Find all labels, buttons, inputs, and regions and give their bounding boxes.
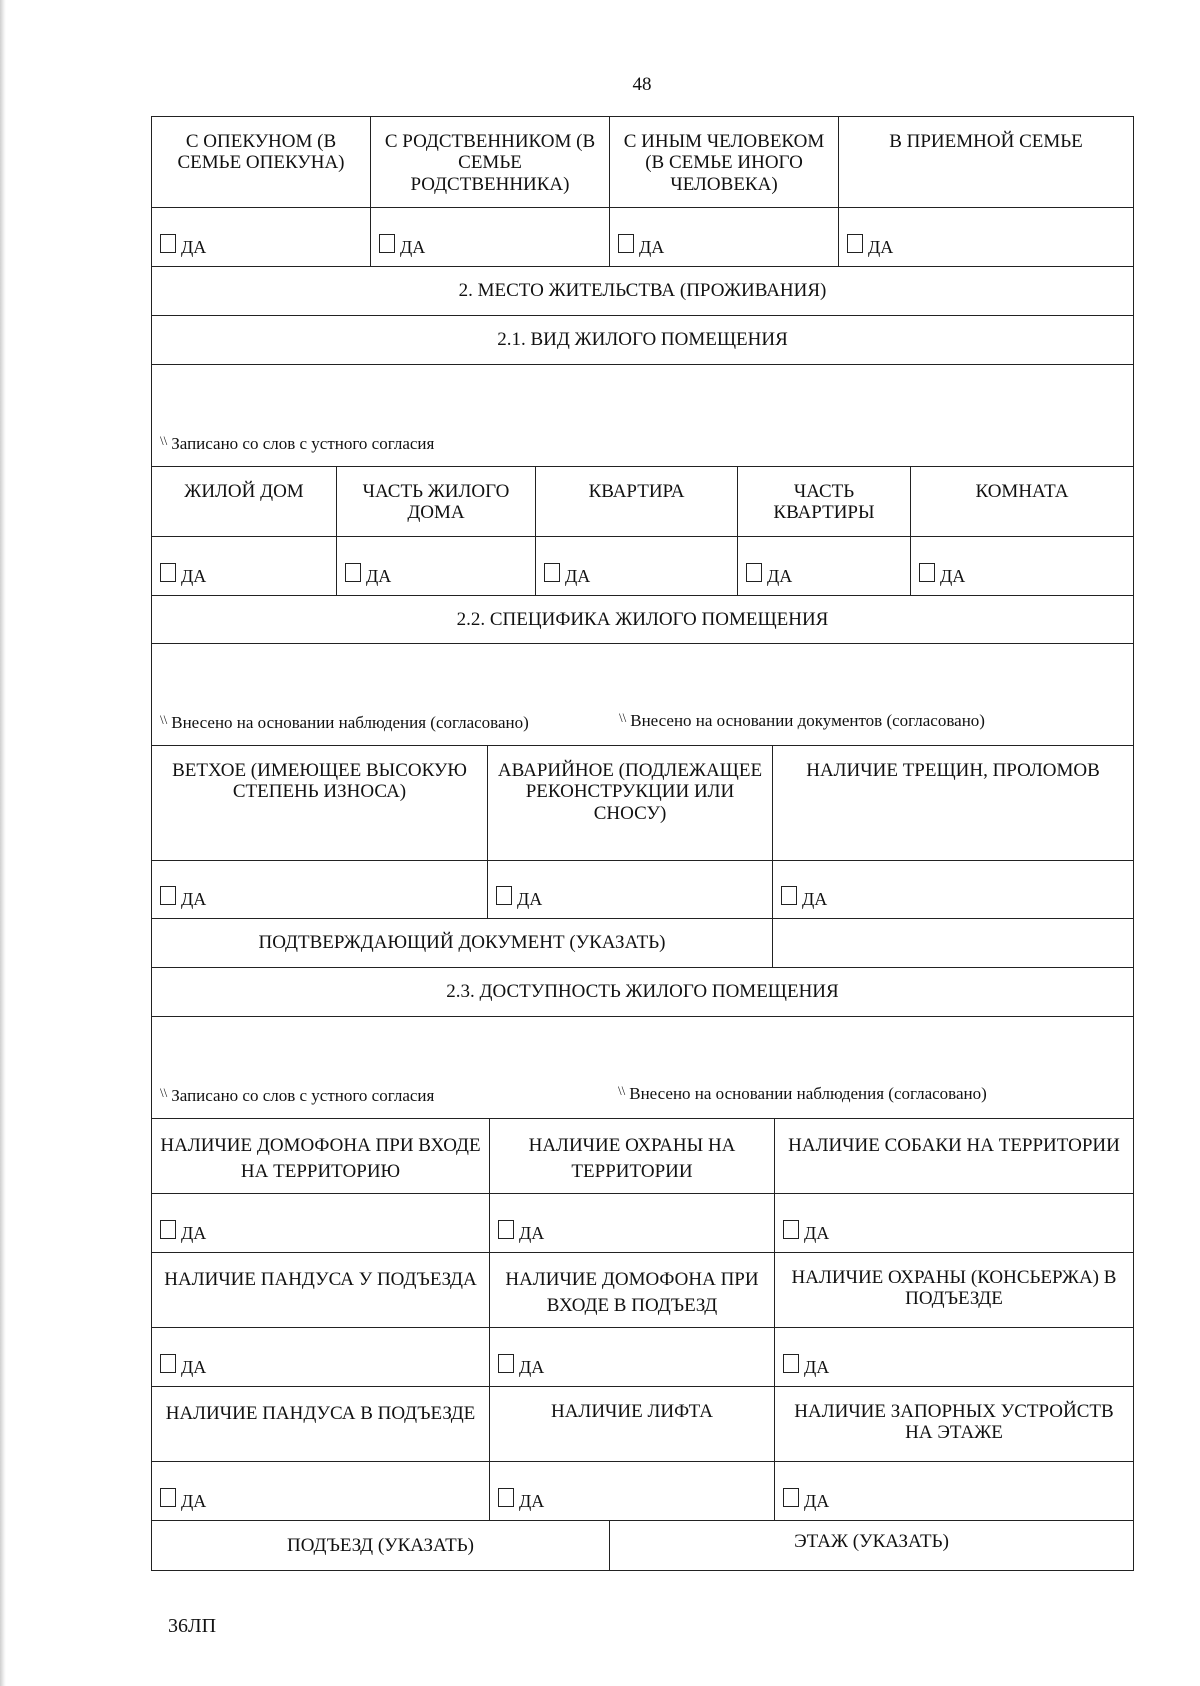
yes-label: ДА bbox=[181, 1356, 207, 1377]
intercom-territory-check[interactable] bbox=[152, 1194, 490, 1252]
checkbox[interactable] bbox=[919, 563, 935, 582]
note-mark: \\ bbox=[618, 1083, 626, 1098]
checkbox[interactable] bbox=[618, 234, 634, 253]
yes-label: ДА bbox=[767, 565, 793, 586]
guardian-option-3[interactable] bbox=[610, 208, 839, 266]
consent-note-text: Записано со слов с устного согласия bbox=[171, 434, 435, 453]
access-row-2 bbox=[151, 1253, 1134, 1328]
guardian-option-4[interactable] bbox=[839, 208, 1133, 266]
dwelling-house-part: ЧАСТЬ ЖИЛОГО ДОМА bbox=[337, 467, 536, 536]
footer-code: 36ЛП bbox=[168, 1615, 217, 1637]
yes-label: ДА bbox=[181, 1490, 207, 1511]
checkbox[interactable] bbox=[783, 1220, 799, 1239]
yes-label: ДА bbox=[181, 888, 207, 909]
checkbox[interactable] bbox=[160, 563, 176, 582]
checkbox[interactable] bbox=[498, 1354, 514, 1373]
checkbox[interactable] bbox=[496, 886, 512, 905]
intercom-territory: НАЛИЧИЕ ДОМОФОНА ПРИ ВХОДЕ НА ТЕРРИТОРИЮ bbox=[152, 1119, 490, 1193]
dwelling-checkbox-row bbox=[151, 537, 1134, 596]
dwelling-apartment: КВАРТИРА bbox=[536, 467, 738, 536]
checkbox[interactable] bbox=[781, 886, 797, 905]
consent-note-text: Записано со слов с устного согласия bbox=[171, 1086, 435, 1105]
section-2-1-row bbox=[151, 316, 1134, 365]
concierge-entrance: НАЛИЧИЕ ОХРАНЫ (КОНСЬЕРЖА) В ПОДЪЕЗДЕ bbox=[791, 1267, 1117, 1310]
checkbox[interactable] bbox=[345, 563, 361, 582]
concierge-entrance-check[interactable] bbox=[775, 1328, 1133, 1386]
checkbox[interactable] bbox=[160, 1488, 176, 1507]
ramp-entrance-check[interactable] bbox=[152, 1328, 490, 1386]
dwelling-apartment-check[interactable] bbox=[536, 537, 738, 595]
dwelling-house-check[interactable] bbox=[152, 537, 337, 595]
observation-note-text: Внесено на основании наблюдения (согласовано) bbox=[171, 713, 529, 732]
ramp-inside-check[interactable] bbox=[152, 1462, 490, 1520]
documents-note-text: Внесено на основании документов (согласовано) bbox=[630, 711, 985, 730]
section-2-2-row bbox=[151, 596, 1134, 644]
observation-note bbox=[160, 713, 529, 733]
access-row-2-checks bbox=[151, 1328, 1134, 1387]
floor-locks-check[interactable] bbox=[775, 1462, 1133, 1520]
condition-dilapidated: ВЕТХОЕ (ИМЕЮЩЕЕ ВЫСОКУЮ СТЕПЕНЬ ИЗНОСА) bbox=[152, 746, 488, 860]
dog-territory-check[interactable] bbox=[775, 1194, 1133, 1252]
dwelling-apartment-part: ЧАСТЬ КВАРТИРЫ bbox=[738, 467, 911, 536]
scan-edge bbox=[0, 0, 6, 1686]
yes-label: ДА bbox=[804, 1222, 830, 1243]
page-number: 48 bbox=[632, 74, 652, 95]
section-2-3-note-area bbox=[152, 1017, 1133, 1118]
access-row-3-checks bbox=[151, 1462, 1134, 1521]
checkbox[interactable] bbox=[544, 563, 560, 582]
documents-note bbox=[619, 711, 985, 731]
dwelling-house: ЖИЛОЙ ДОМ bbox=[152, 467, 337, 536]
section-2-3-title: 2.3. ДОСТУПНОСТЬ ЖИЛОГО ПОМЕЩЕНИЯ bbox=[446, 981, 839, 1003]
checkbox[interactable] bbox=[746, 563, 762, 582]
observation-note-text: Внесено на основании наблюдения (согласовано) bbox=[629, 1084, 987, 1103]
access-row-1 bbox=[151, 1119, 1134, 1194]
section-2-2-note-row bbox=[151, 644, 1134, 746]
yes-label: ДА bbox=[639, 236, 665, 257]
checkbox[interactable] bbox=[160, 1354, 176, 1373]
checkbox[interactable] bbox=[498, 1220, 514, 1239]
note-mark: \\ bbox=[160, 1085, 168, 1100]
guardian-col-3: С ИНЫМ ЧЕЛОВЕКОМ (В СЕМЬЕ ИНОГО ЧЕЛОВЕКА) bbox=[610, 117, 839, 207]
yes-label: ДА bbox=[804, 1490, 830, 1511]
intercom-entrance: НАЛИЧИЕ ДОМОФОНА ПРИ ВХОДЕ В ПОДЪЕЗД bbox=[490, 1253, 775, 1327]
condition-row bbox=[151, 746, 1134, 861]
guardian-col-4: В ПРИЕМНОЙ СЕМЬЕ bbox=[889, 131, 1083, 152]
section-2-1-title: 2.1. ВИД ЖИЛОГО ПОМЕЩЕНИЯ bbox=[497, 329, 788, 351]
section-2-title: 2. МЕСТО ЖИТЕЛЬСТВА (ПРОЖИВАНИЯ) bbox=[458, 280, 827, 302]
yes-label: ДА bbox=[802, 888, 828, 909]
entrance-floor-row bbox=[151, 1521, 1134, 1571]
yes-label: ДА bbox=[804, 1356, 830, 1377]
section-2-1-note-area bbox=[152, 365, 1133, 466]
guardian-col-1: С ОПЕКУНОМ (В СЕМЬЕ ОПЕКУНА) bbox=[152, 117, 371, 207]
ramp-entrance: НАЛИЧИЕ ПАНДУСА У ПОДЪЕЗДА bbox=[152, 1253, 490, 1327]
dwelling-house-part-check[interactable] bbox=[337, 537, 536, 595]
elevator: НАЛИЧИЕ ЛИФТА bbox=[490, 1387, 775, 1461]
section-2-2-note-area bbox=[152, 644, 1133, 745]
checkbox[interactable] bbox=[379, 234, 395, 253]
dwelling-room-check[interactable] bbox=[911, 537, 1133, 595]
yes-label: ДА bbox=[940, 565, 966, 586]
guardian-checkbox-row bbox=[151, 208, 1134, 267]
section-2-2-title: 2.2. СПЕЦИФИКА ЖИЛОГО ПОМЕЩЕНИЯ bbox=[456, 608, 829, 630]
dwelling-apartment-part-check[interactable] bbox=[738, 537, 911, 595]
checkbox[interactable] bbox=[160, 886, 176, 905]
yes-label: ДА bbox=[565, 565, 591, 586]
note-mark: \\ bbox=[160, 712, 168, 727]
access-row-3 bbox=[151, 1387, 1134, 1462]
entrance-label: ПОДЪЕЗД (УКАЗАТЬ) bbox=[152, 1521, 610, 1570]
checkbox[interactable] bbox=[160, 234, 176, 253]
floor-locks: НАЛИЧИЕ ЗАПОРНЫХ УСТРОЙСТВ НА ЭТАЖЕ bbox=[794, 1401, 1114, 1444]
floor-label: ЭТАЖ (УКАЗАТЬ) bbox=[794, 1531, 949, 1552]
yes-label: ДА bbox=[400, 236, 426, 257]
guardian-header-row bbox=[151, 116, 1134, 208]
dog-territory: НАЛИЧИЕ СОБАКИ НА ТЕРРИТОРИИ bbox=[788, 1135, 1120, 1156]
yes-label: ДА bbox=[181, 565, 207, 586]
supporting-document-label: ПОДТВЕРЖДАЮЩИЙ ДОКУМЕНТ (УКАЗАТЬ) bbox=[152, 919, 773, 967]
consent-note bbox=[160, 1086, 434, 1106]
checkbox[interactable] bbox=[160, 1220, 176, 1239]
checkbox[interactable] bbox=[783, 1354, 799, 1373]
guardian-option-1[interactable] bbox=[152, 208, 371, 266]
access-row-1-checks bbox=[151, 1194, 1134, 1253]
section-2-row bbox=[151, 267, 1134, 316]
guardian-col-2: С РОДСТВЕННИКОМ (В СЕМЬЕ РОДСТВЕННИКА) bbox=[371, 117, 610, 207]
condition-emergency-check[interactable] bbox=[488, 861, 773, 918]
yes-label: ДА bbox=[181, 1222, 207, 1243]
condition-emergency: АВАРИЙНОЕ (ПОДЛЕЖАЩЕЕ РЕКОНСТРУКЦИИ ИЛИ СНОСУ) bbox=[488, 746, 773, 860]
yes-label: ДА bbox=[868, 236, 894, 257]
yes-label: ДА bbox=[517, 888, 543, 909]
section-2-1-note-row bbox=[151, 365, 1134, 467]
ramp-inside: НАЛИЧИЕ ПАНДУСА В ПОДЪЕЗДЕ bbox=[152, 1387, 490, 1461]
section-2-3-note-row bbox=[151, 1017, 1134, 1119]
guardian-option-2[interactable] bbox=[371, 208, 610, 266]
dwelling-room: КОМНАТА bbox=[975, 481, 1069, 502]
condition-cracks-check[interactable] bbox=[773, 861, 1133, 918]
security-territory-check[interactable] bbox=[490, 1194, 775, 1252]
dwelling-type-row bbox=[151, 467, 1134, 537]
yes-label: ДА bbox=[366, 565, 392, 586]
yes-label: ДА bbox=[519, 1490, 545, 1511]
checkbox[interactable] bbox=[498, 1488, 514, 1507]
elevator-check[interactable] bbox=[490, 1462, 775, 1520]
note-mark: \\ bbox=[619, 710, 627, 725]
security-territory: НАЛИЧИЕ ОХРАНЫ НА ТЕРРИТОРИИ bbox=[490, 1119, 775, 1193]
yes-label: ДА bbox=[519, 1356, 545, 1377]
observation-note bbox=[618, 1084, 987, 1104]
note-mark: \\ bbox=[160, 433, 168, 448]
checkbox[interactable] bbox=[783, 1488, 799, 1507]
supporting-document-row bbox=[151, 919, 1134, 968]
checkbox[interactable] bbox=[847, 234, 863, 253]
section-2-3-row bbox=[151, 968, 1134, 1017]
consent-note bbox=[160, 434, 434, 454]
intercom-entrance-check[interactable] bbox=[490, 1328, 775, 1386]
condition-cracks: НАЛИЧИЕ ТРЕЩИН, ПРОЛОМОВ bbox=[806, 760, 1100, 781]
condition-checkbox-row bbox=[151, 861, 1134, 919]
supporting-document-field[interactable] bbox=[773, 919, 1133, 967]
condition-dilapidated-check[interactable] bbox=[152, 861, 488, 918]
housing-form bbox=[151, 116, 1134, 1571]
yes-label: ДА bbox=[181, 236, 207, 257]
yes-label: ДА bbox=[519, 1222, 545, 1243]
